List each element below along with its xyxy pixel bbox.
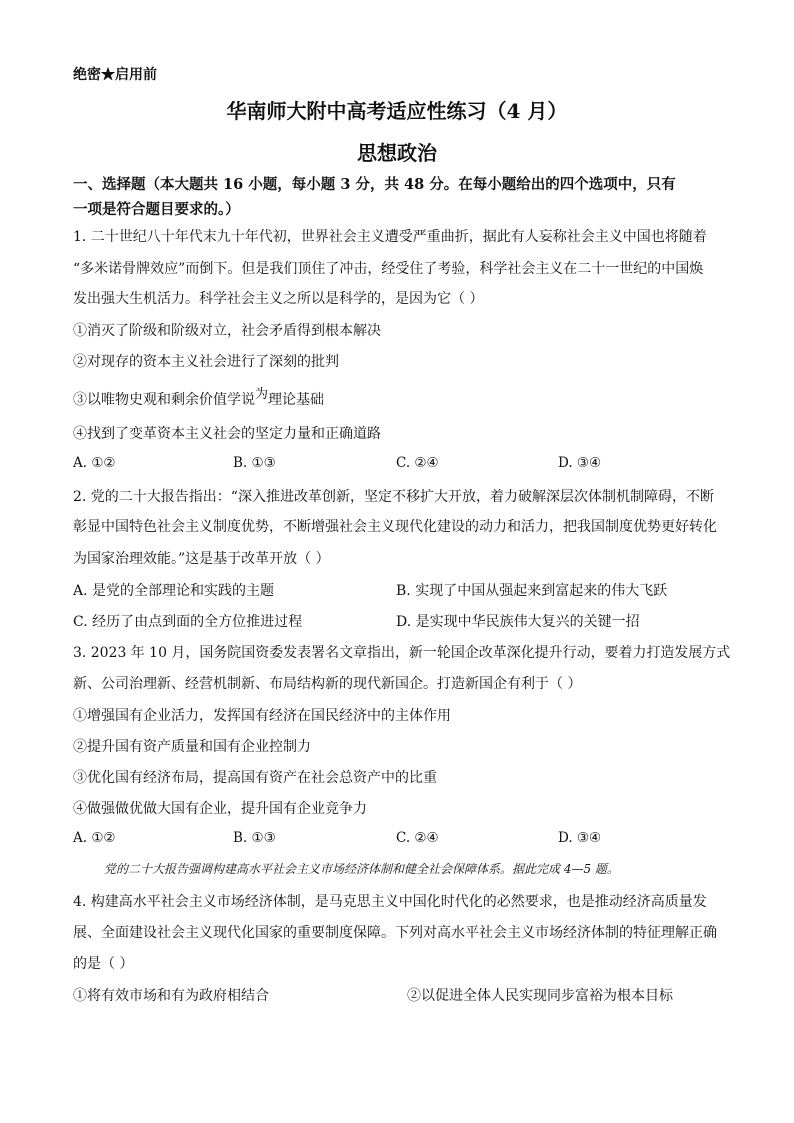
q3-stem-line1: 3. 2023 年 10 月，国务院国资委发表署名文章指出，新一轮国企改革深化提升行动，要着力打造发展方式 (73, 645, 731, 661)
q4-stem-line1: 4. 构建高水平社会主义市场经济体制，是马克思主义中国化时代化的必然要求，也是推动经济高质量发 (73, 894, 707, 910)
q3-option-a: A. ①② (73, 830, 116, 846)
q1-option-d: D. ③④ (558, 455, 602, 471)
q1-item-2: ②对现存的资本主义社会进行了深刻的批判 (73, 354, 339, 370)
q1-item-3 (73, 389, 324, 409)
q4-stem-line2: 展、全面建设社会主义现代化国家的重要制度保障。下列对高水平社会主义市场经济体制的特征理解正确 (73, 925, 717, 941)
q2-option-c: C. 经历了由点到面的全方位推进过程 (73, 614, 303, 630)
q1-item-1: ①消灭了阶级和阶级对立，社会矛盾得到根本解决 (73, 323, 381, 339)
q3-stem-line2: 新、公司治理新、经营机制新、布局结构新的现代新国企。打造新国企有利于（ ） (73, 676, 582, 692)
q3-item-1: ①增强国有企业活力，发挥国有经济在国民经济中的主体作用 (73, 708, 451, 724)
q1-item-3-text: ③以唯物史观和剩余价值学说 (73, 392, 255, 408)
subject-title: 思想政治 (357, 141, 437, 165)
q4-item-2: ②以促进全体人民实现同步富裕为根本目标 (407, 988, 673, 1004)
q2-stem-line2: 彰显中国特色社会主义制度优势，不断增强社会主义现代化建设的动力和活力，把我国制度优势更好转化 (73, 519, 717, 535)
q2-option-a: A. 是党的全部理论和实践的主题 (73, 583, 275, 599)
q1-option-b: B. ①③ (233, 455, 276, 471)
q4-item-1: ①将有效市场和有为政府相结合 (73, 988, 269, 1004)
q3-option-b: B. ①③ (233, 830, 276, 846)
q2-option-d: D. 是实现中华民族伟大复兴的关键一招 (396, 614, 640, 630)
exam-title: 华南师大附中高考适应性练习（4 月） (226, 99, 568, 123)
section-heading-line2: 一项是符合题目要求的。） (73, 201, 240, 218)
q1-item-3-sup: 为 (255, 387, 269, 402)
q3-item-3: ③优化国有经济布局，提高国有资产在社会总资产中的比重 (73, 770, 437, 786)
q1-stem-line3: 发出强大生机活力。科学社会主义之所以是科学的，是因为它（ ） (73, 291, 484, 307)
q4-stem-line3: 的是（ ） (73, 956, 134, 972)
q3-option-d: D. ③④ (558, 830, 602, 846)
q1-item-3-tail: 理论基础 (268, 392, 325, 408)
section-heading-line1: 一、选择题（本大题共 16 小题，每小题 3 分，共 48 分。在每小题给出的四个选项中，只有 (73, 176, 676, 193)
secret-mark: 绝密★启用前 (73, 67, 157, 83)
q2-option-b: B. 实现了中国从强起来到富起来的伟大飞跃 (396, 583, 668, 599)
q3-item-4: ④做强做优做大国有企业，提升国有企业竞争力 (73, 801, 367, 817)
q1-stem-line1: 1. 二十世纪八十年代末九十年代初，世界社会主义遭受严重曲折，据此有人妄称社会主义中国也将随着 (73, 229, 707, 245)
q1-item-4: ④找到了变革资本主义社会的坚定力量和正确道路 (73, 426, 381, 442)
q2-stem-line3: 为国家治理效能。”这是基于改革开放（ ） (73, 551, 330, 567)
q1-option-a: A. ①② (73, 455, 116, 471)
q2-stem-line1: 2. 党的二十大报告指出：“深入推进改革创新，坚定不移扩大开放，着力破解深层次体制机制障碍，不断 (73, 489, 714, 505)
q3-item-2: ②提升国有资产质量和国有企业控制力 (73, 739, 311, 755)
q1-option-c: C. ②④ (396, 455, 439, 471)
q4-5-intro: 党的二十大报告强调构建高水平社会主义市场经济体制和健全社会保障体系。据此完成 4—5 题。 (104, 862, 619, 876)
q1-stem-line2: “多米诺骨牌效应”而倒下。但是我们顶住了冲击，经受住了考验，科学社会主义在二十一世纪的中国焕 (73, 261, 704, 277)
q3-option-c: C. ②④ (396, 830, 439, 846)
